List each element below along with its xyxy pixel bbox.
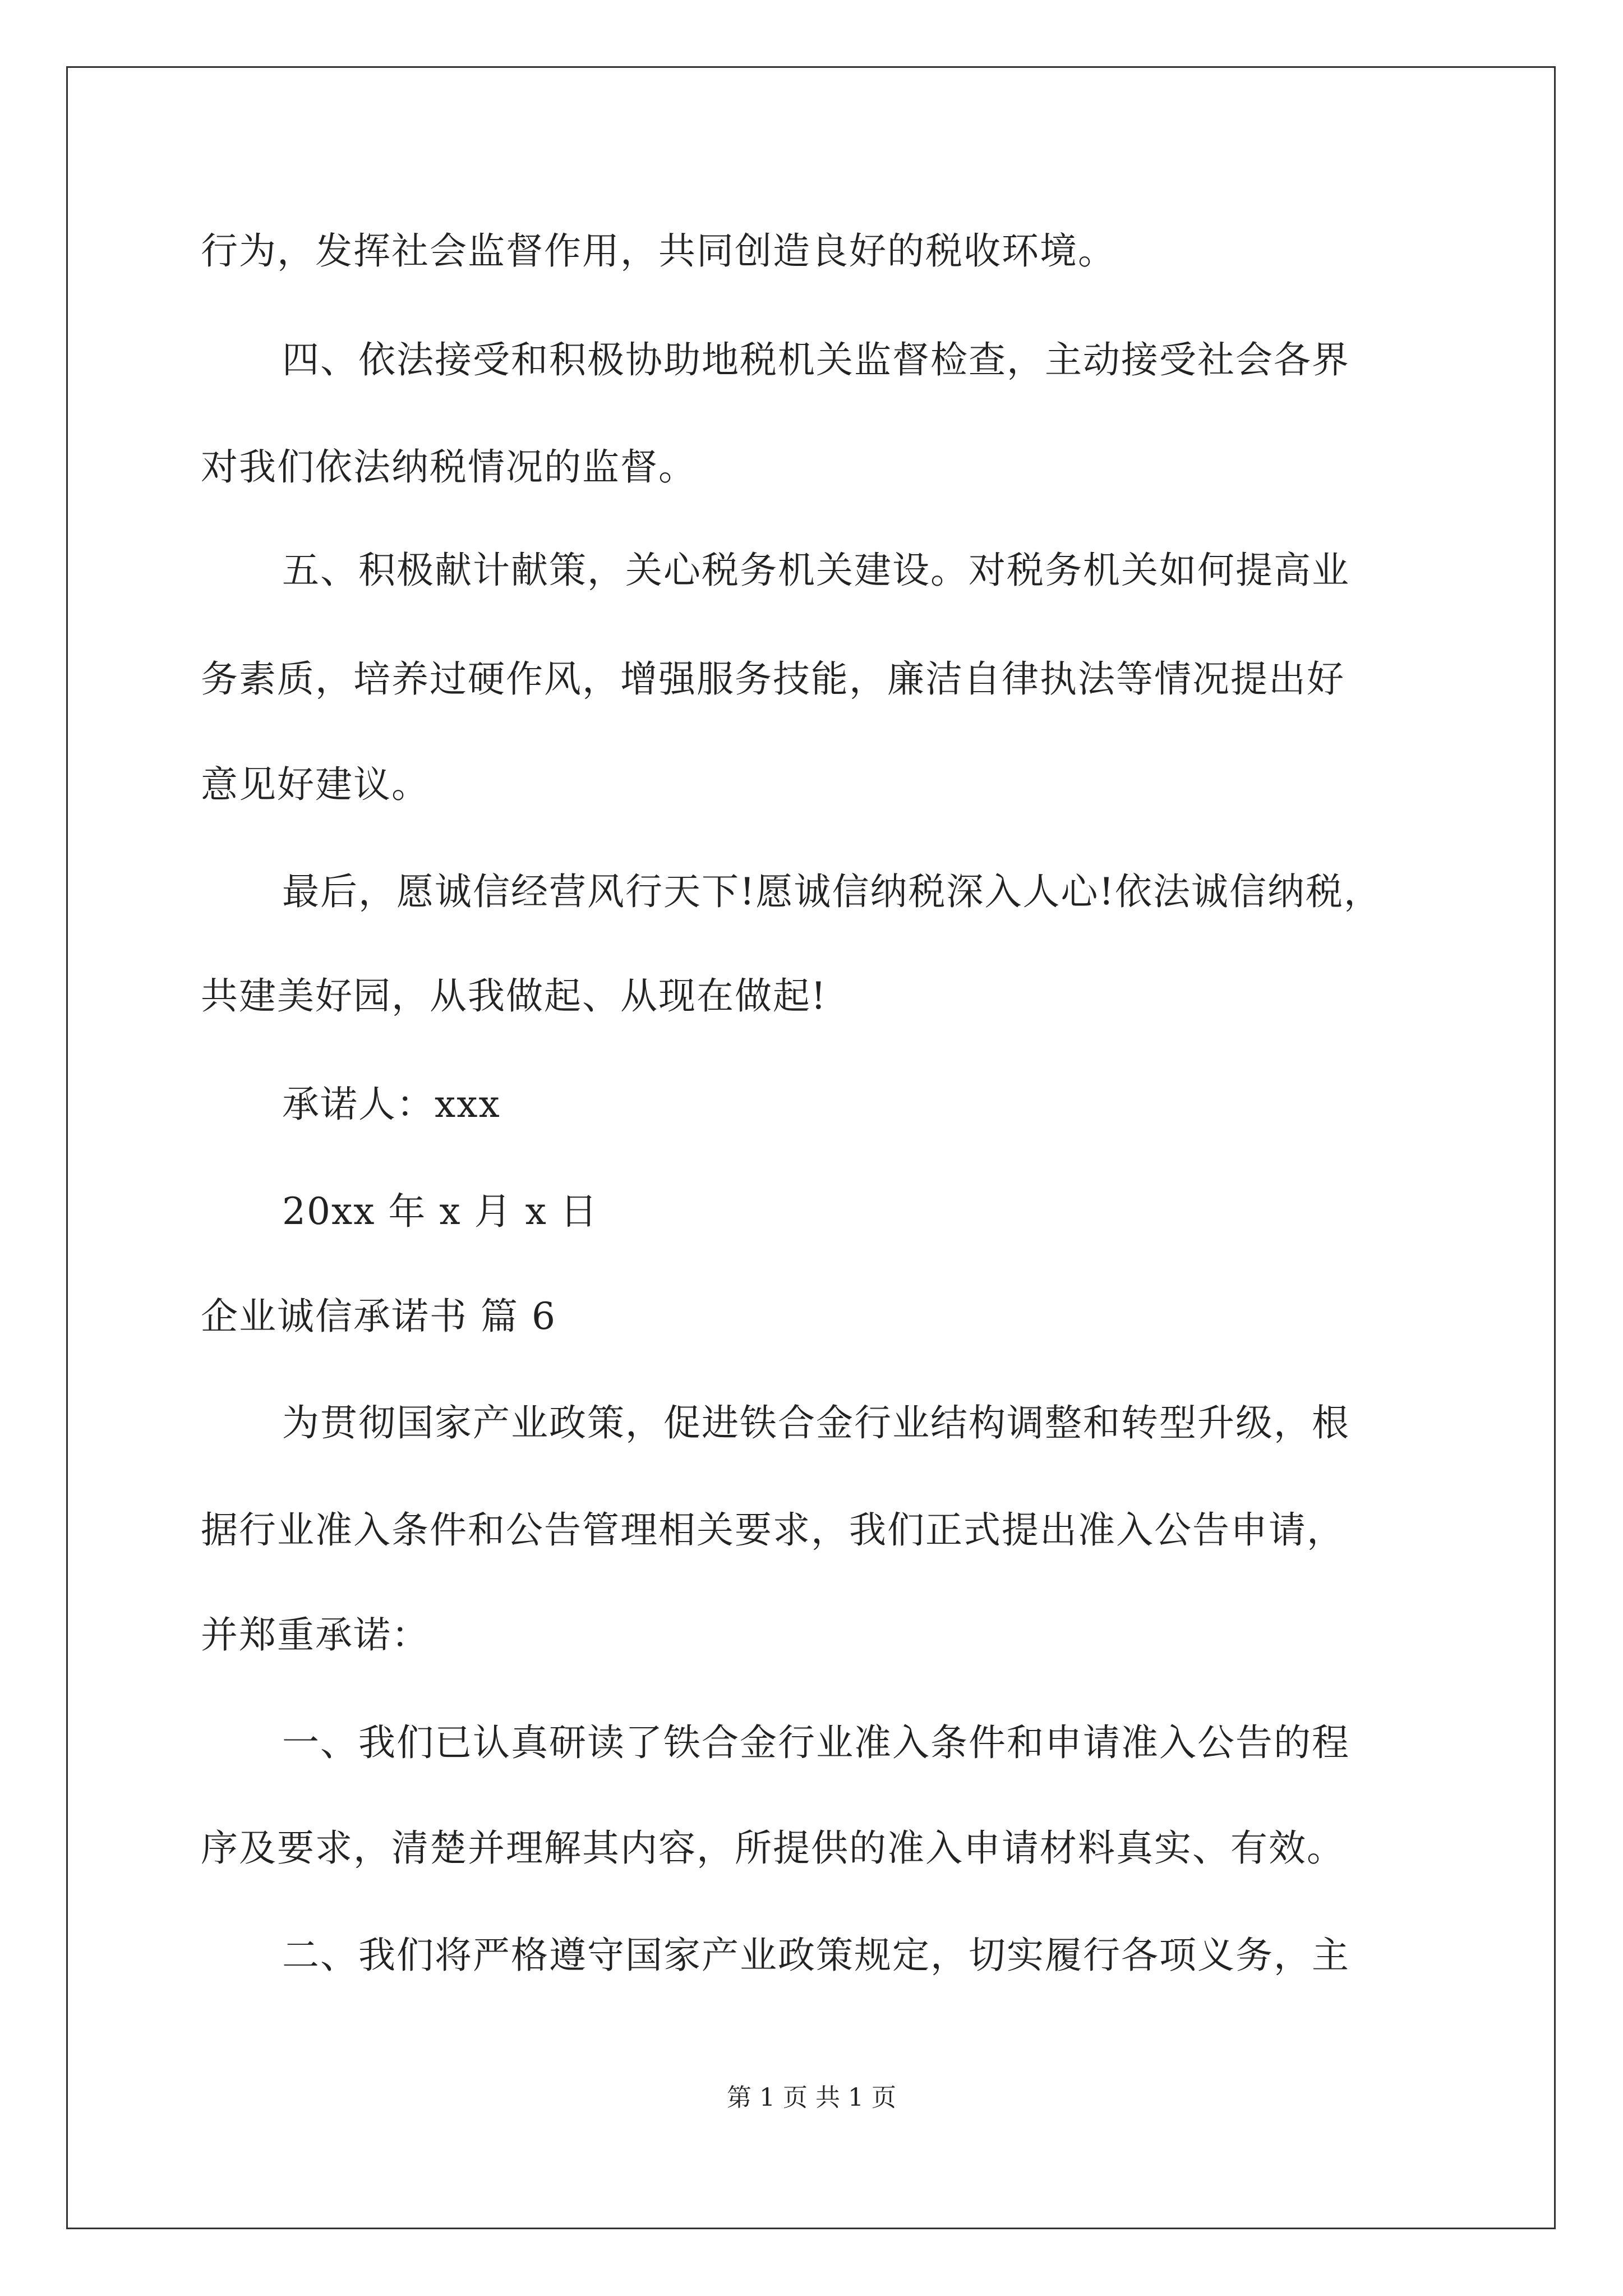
signatory-line: 承诺人：xxx xyxy=(282,1083,501,1126)
text-line: 据行业准入条件和公告管理相关要求，我们正式提出准入公告申请， xyxy=(201,1508,1345,1552)
text-line: 共建美好园，从我做起、从现在做起! xyxy=(201,974,827,1018)
text-line: 二、我们将严格遵守国家产业政策规定，切实履行各项义务，主 xyxy=(282,1934,1350,1977)
text-line: 最后，愿诚信经营风行天下!愿诚信纳税深入人心!依法诚信纳税， xyxy=(282,870,1382,913)
text-line: 五、积极献计献策，关心税务机关建设。对税务机关如何提高业 xyxy=(282,549,1350,592)
text-line: 意见好建议。 xyxy=(201,763,430,806)
text-line: 一、我们已认真研读了铁合金行业准入条件和申请准入公告的程 xyxy=(282,1721,1350,1764)
text-line: 并郑重承诺： xyxy=(201,1613,430,1657)
date-line: 20xx 年 x 月 x 日 xyxy=(282,1190,598,1233)
section-heading: 企业诚信承诺书 篇 6 xyxy=(201,1295,556,1338)
text-line: 四、依法接受和积极协助地税机关监督检查，主动接受社会各界 xyxy=(282,338,1350,381)
page-footer: 第 1 页 共 1 页 xyxy=(727,2083,896,2112)
text-line: 对我们依法纳税情况的监督。 xyxy=(201,445,697,489)
text-line: 行为，发挥社会监督作用，共同创造良好的税收环境。 xyxy=(201,229,1116,273)
text-line: 务素质，培养过硬作风，增强服务技能，廉洁自律执法等情况提出好 xyxy=(201,657,1345,701)
text-line: 序及要求，清楚并理解其内容，所提供的准入申请材料真实、有效。 xyxy=(201,1826,1345,1870)
text-line: 为贯彻国家产业政策，促进铁合金行业结构调整和转型升级，根 xyxy=(282,1401,1350,1444)
page-border xyxy=(66,66,1556,2229)
